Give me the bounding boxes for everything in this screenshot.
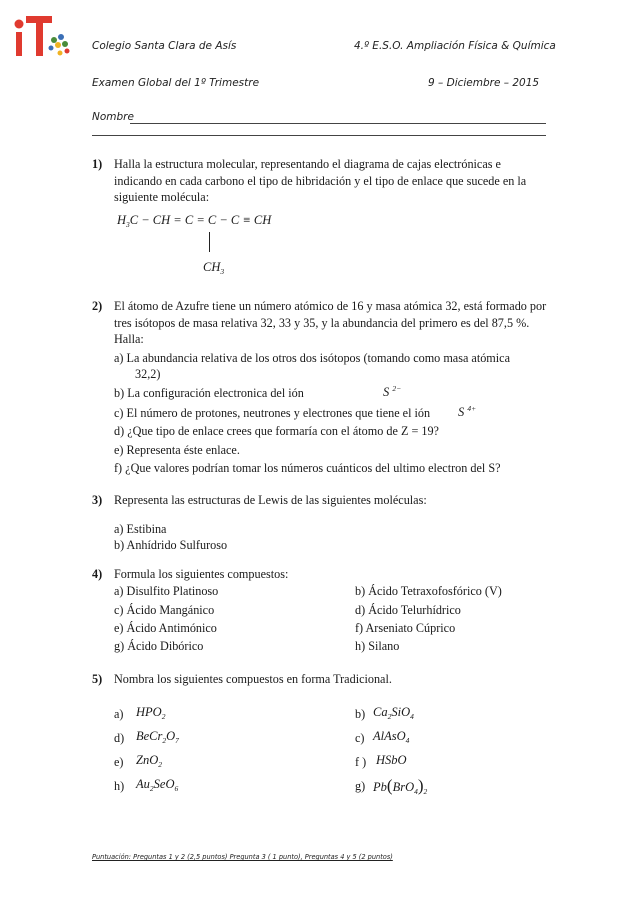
- q3-item-a: a) Estibina: [114, 522, 167, 536]
- compound-zno2: ZnO$_2$: [136, 753, 162, 769]
- q2-item-d: d) ¿Que tipo de enlace crees que formaría con el átomo de Z = 19?: [114, 424, 439, 438]
- question-number: 1): [92, 157, 103, 171]
- q2-item-e: e) Representa éste enlace.: [114, 443, 240, 457]
- q3-item-b: b) Anhídrido Sulfuroso: [114, 538, 228, 552]
- q2-item-a-cont: 32,2): [135, 367, 161, 381]
- compound-hpo2: $HPO_2$: [136, 705, 166, 721]
- sulfur-ion: S $^{4+}$: [458, 404, 477, 419]
- exam-date: 9 – Diciembre – 2015: [428, 77, 540, 89]
- name-label: Nombre: [92, 111, 134, 123]
- q4-item: f) Arseniato Cúprico: [355, 621, 456, 635]
- question-text: Halla la estructura molecular, representando el diagrama de cajas electrónicas e indicando en cada carbono el tipo de hibridación y el tipo de enlace que sucede en la siguiente molécula:: [114, 157, 527, 204]
- scoring-footer: Puntuación: Preguntas 1 y 2 (2,5 puntos) Pregunta 3 ( 1 punto), Preguntas 4 y 5 (2 puntos): [92, 853, 393, 861]
- q5-label: g): [355, 779, 366, 793]
- header-divider: [92, 135, 546, 136]
- question-1: [92, 156, 547, 206]
- bond-line: [209, 232, 210, 252]
- q4-item: h) Silano: [355, 639, 400, 653]
- question-number: 5): [92, 672, 103, 686]
- exam-title: Examen Global del 1º Trimestre: [92, 77, 260, 89]
- q4-item: g) Ácido Dibórico: [114, 639, 204, 653]
- question-2: [92, 298, 547, 348]
- question-3: [92, 492, 547, 509]
- course-name: 4.º E.S.O. Ampliación Física & Química: [354, 40, 556, 52]
- q4-item: e) Ácido Antimónico: [114, 621, 217, 635]
- question-text: Representa las estructuras de Lewis de las siguientes moléculas:: [114, 493, 427, 507]
- q5-label: b): [355, 707, 366, 721]
- sulfide-ion: S $^{2-}$: [383, 384, 402, 399]
- question-5: [92, 671, 547, 688]
- compound-au2seo6: $Au_2SeO_6$: [136, 777, 179, 793]
- q5-label: d): [114, 731, 125, 745]
- q4-item: c) Ácido Mangánico: [114, 603, 215, 617]
- question-text: Nombra los siguientes compuestos en forma Tradicional.: [114, 672, 392, 686]
- question-number: 2): [92, 299, 103, 313]
- q5-label: f ): [355, 755, 367, 769]
- q4-item: a) Disulfito Platinoso: [114, 584, 219, 598]
- q5-label: c): [355, 731, 365, 745]
- school-name: Colegio Santa Clara de Asís: [92, 40, 237, 52]
- q4-item: b) Ácido Tetraxofosfórico (V): [355, 584, 502, 598]
- q2-item-c: c) El número de protones, neutrones y electrones que tiene el ión: [114, 406, 431, 420]
- compound-ca2sio4: $Ca_2SiO_4$: [373, 705, 414, 721]
- compound-hsbo: HSbO: [376, 753, 407, 767]
- school-logo: [14, 12, 76, 62]
- compound-alaso4: AlAsO$_4$: [373, 729, 410, 745]
- q5-label: a): [114, 707, 124, 721]
- question-number: 4): [92, 567, 103, 581]
- q2-item-a: a) La abundancia relativa de los otros dos isótopos (tomando como masa atómica: [114, 351, 510, 365]
- compound-becr2o7: $BeCr_2O_7$: [136, 729, 179, 745]
- q2-item-b: b) La configuración electronica del ión: [114, 386, 304, 400]
- q4-item: d) Ácido Telurhídrico: [355, 603, 461, 617]
- q5-label: e): [114, 755, 124, 769]
- question-text: El átomo de Azufre tiene un número atómico de 16 y masa atómica 32, está formado por tres isótopos de masa relativa 32, 33 y 35, y la abundancia del primero es del 87,5 %. Halla:: [114, 299, 547, 346]
- q5-label: h): [114, 779, 125, 793]
- q2-item-f: f) ¿Que valores podrían tomar los números cuánticos del ultimo electron del S?: [114, 461, 501, 475]
- name-line: [130, 123, 546, 124]
- question-text: Formula los siguientes compuestos:: [114, 567, 289, 581]
- compound-pbbro42: $Pb(BrO_4)_2$: [373, 776, 428, 796]
- molecule-formula: $H_3C$ − CH = C = C − C ≡ CH: [117, 213, 272, 229]
- methyl-group: $CH_3$: [203, 260, 225, 276]
- question-number: 3): [92, 493, 103, 507]
- question-4: [92, 566, 547, 583]
